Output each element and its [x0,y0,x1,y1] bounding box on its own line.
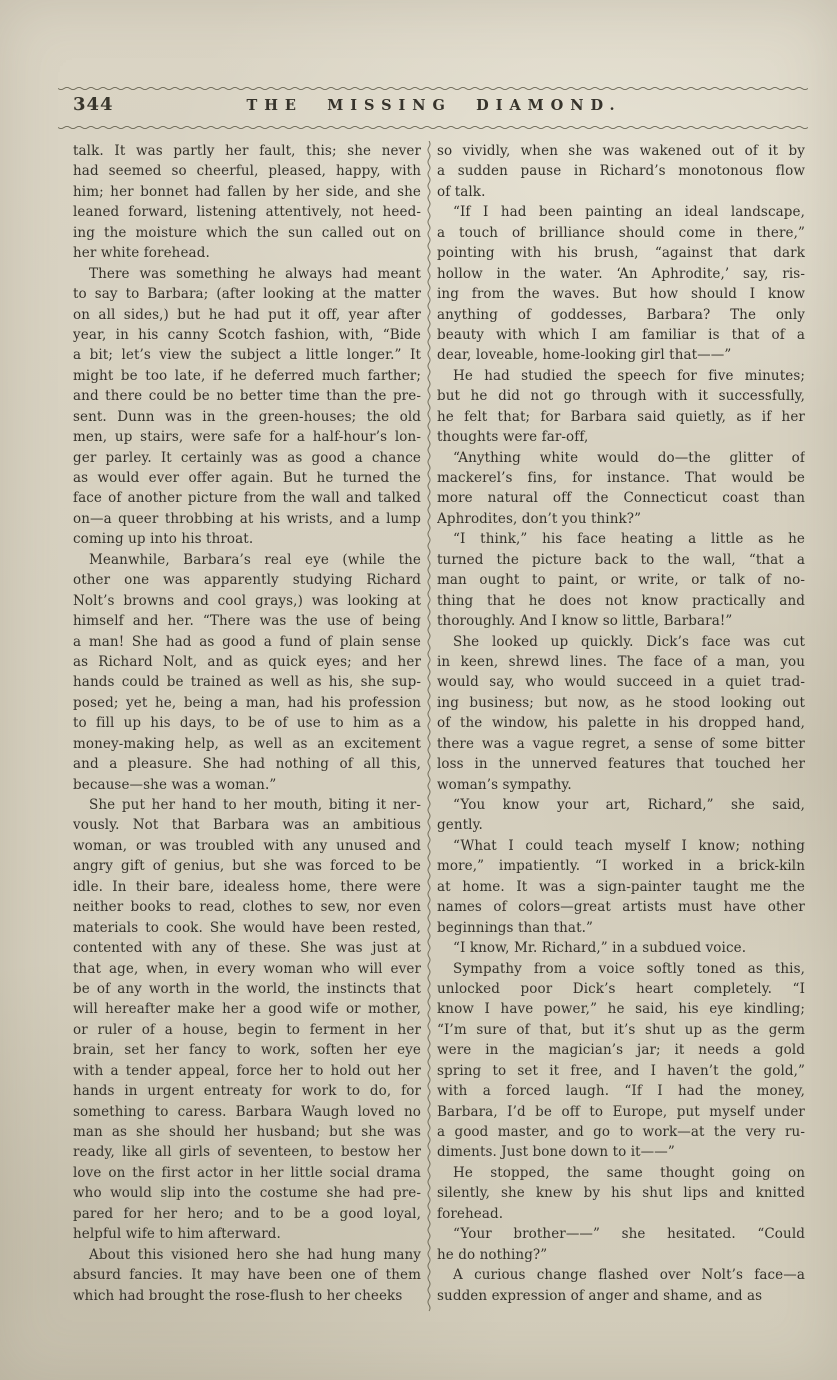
text-line: so vividly, when she was wakened out of it by [437,143,805,159]
text-line: money-making help, as well as an excitement [73,735,421,752]
text-line: Nolt’s browns and cool grays,) was looking at [73,592,421,609]
text-line: Sympathy from a voice softly toned as this, [453,960,805,977]
paragraph [437,529,805,631]
paragraph [73,1245,421,1306]
text-line: there was a vague regret, a sense of some bitter [437,735,805,752]
text-line: ready, like all girls of seventeen, to bestow her [73,1144,421,1161]
text-line: dear, loveable, home-looking girl that——” [437,347,732,364]
text-line: thing that he does not know practically and [437,592,805,609]
text-line: forehead. [437,1205,504,1222]
paragraph [73,550,421,795]
text-line: About this visioned hero she had hung many [89,1246,421,1263]
text-line: as would ever offer again. But he turned the [73,470,421,486]
text-line: brain, set her fancy to work, soften her eye [73,1042,421,1059]
text-line: Meanwhile, Barbara’s real eye (while the [89,551,421,568]
text-line: or ruler of a house, begin to ferment in her [73,1021,421,1038]
text-line: at home. It was a sign-painter taught me the [437,878,805,895]
running-title: THE MISSING DIAMOND. [246,97,622,114]
text-line: with a forced laugh. “If I had the money, [437,1083,805,1100]
text-line: who would slip into the costume she had pre- [73,1185,421,1202]
text-line: men, up stairs, were safe for a half-hour’s lon- [73,429,421,446]
text-line: a bit; let’s view the subject a little longer.” It [73,347,421,364]
text-line: There was something he always had meant [89,265,421,282]
column-gap [421,141,437,1306]
paragraph [437,836,805,938]
text-line: face of another picture from the wall and talked [73,490,421,507]
text-line: a touch of brilliance should come in there,” [437,224,805,241]
text-line: Aphrodites, don’t you think?” [437,510,642,527]
paragraph [437,632,805,796]
right-column [437,141,805,1306]
text-line: him; her bonnet had fallen by her side, and she [73,183,421,200]
text-line: idle. In their bare, idealess home, there were [73,878,421,895]
text-line: ger parley. It certainly was as good a chance [73,449,421,466]
text-line: he do nothing?” [437,1246,548,1263]
text-line: man ought to paint, or write, or talk of no- [437,572,805,589]
text-line: more,” impatiently. “I worked in a brick-kiln [437,858,805,875]
paragraph [73,264,421,550]
text-line: “You know your art, Richard,” she said, [453,797,805,813]
text-line: unlocked poor Dick’s heart completely. “I [437,980,805,997]
text-line: She looked up quickly. Dick’s face was cut [453,633,805,650]
text-line: that age, when, in every woman who will ever [73,960,421,977]
text-line: might be too late, if he deferred much farther; [73,367,421,384]
text-line: ing business; but now, as he stood looking out [437,694,805,711]
text-line: thoughts were far-off, [437,429,589,446]
text-line: hands in urgent entreaty for work to do, for [73,1083,421,1100]
header-wavy-rule-bottom [58,123,808,132]
text-line: vously. Not that Barbara was an ambitious [73,817,421,834]
text-line: man as she should her husband; but she was [73,1124,421,1140]
paragraph [437,795,805,836]
page-number: 344 [73,94,114,115]
text-line: spring to set it free, and I haven’t the gold,” [437,1062,805,1079]
text-line: more natural off the Connecticut coast than [437,490,805,507]
text-line: something to caress. Barbara Waugh loved no [73,1103,421,1120]
text-line: of the window, his palette in his dropped hand, [437,715,805,732]
text-line: love on the first actor in her little social drama [73,1164,421,1181]
text-line: He had studied the speech for five minutes; [453,367,805,384]
text-line: posed; yet he, being a man, had his profession [73,694,421,711]
text-line: sent. Dunn was in the green-houses; the old [73,408,421,425]
text-line: beginnings than that.” [437,919,593,936]
text-line: in keen, shrewd lines. The face of a man, you [437,653,805,670]
text-line: absurd fancies. It may have been one of them [73,1267,421,1284]
text-line: had seemed so cheerful, pleased, happy, with [73,163,421,180]
text-line: be of any worth in the world, the instincts that [73,980,421,997]
text-line: thoroughly. And I know so little, Barbara!” [437,613,733,630]
text-line: “Anything white would do—the glitter of [453,449,805,466]
text-line: pared for her hero; and to be a good loyal, [73,1205,421,1222]
text-line: pointing with his brush, “against that dark [437,245,805,262]
text-line: contented with any of these. She was just at [73,940,421,957]
paragraph [73,141,421,264]
text-line: and there could be no better time than the pre- [73,388,421,405]
text-line: ing the moisture which the sun called out on [73,224,421,241]
text-line: a man! She had as good a fund of plain sense [73,633,421,650]
text-line: himself and her. “There was the use of being [73,613,421,630]
text-line: of talk. [437,183,486,200]
text-line: woman, or was troubled with any unused and [73,837,421,854]
paragraph [73,795,421,1245]
text-line: year, in his canny Scotch fashion, with, “Bide [73,326,421,343]
text-line: A curious change flashed over Nolt’s face—a [453,1267,805,1284]
text-line: ing from the waves. But how should I know [437,286,805,303]
text-columns [73,141,805,1306]
text-line: will hereafter make her a good wife or mother, [73,1001,421,1018]
paragraph [437,938,805,958]
text-line: other one was apparently studying Richard [73,572,421,589]
text-line: he felt that; for Barbara said quietly, as if her [437,408,805,425]
header-wavy-rule-top [58,84,808,93]
text-line: were in the magician’s jar; it needs a gold [437,1042,805,1059]
page-header [60,94,808,118]
text-line: “I’m sure of that, but it’s shut up as the germ [437,1021,805,1038]
paragraph [437,959,805,1163]
text-line: with a tender appeal, force her to hold out her [73,1062,421,1079]
text-line: neither books to read, clothes to sew, nor even [73,899,421,916]
text-line: on all sides,) but he had put it off, year after [73,306,421,323]
paragraph [437,366,805,448]
text-line: diments. Just bone down to it——” [437,1144,675,1161]
text-line: a good master, and go to work—at the very ru- [437,1124,805,1140]
text-line: because—she was a woman.” [73,776,277,793]
text-line: “I know, Mr. Richard,” in a subdued voice. [453,940,747,957]
text-line: beauty with which I am familiar is that of a [437,326,805,343]
text-line: “What I could teach myself I know; nothing [453,837,805,854]
column-divider-wavy-rule [422,141,436,1313]
text-line: her white forehead. [73,245,210,262]
text-line: leaned forward, listening attentively, not heed- [73,204,421,221]
text-line: names of colors—great artists must have other [437,899,805,916]
paragraph [437,1163,805,1224]
text-line: silently, she knew by his shut lips and knitted [437,1185,805,1202]
text-line: hands could be trained as well as his, she sup- [73,674,421,691]
text-line: loss in the unnerved features that touched her [437,756,805,773]
text-line: on—a queer throbbing at his wrists, and a lump [73,510,421,527]
text-line: a sudden pause in Richard’s monotonous flow [437,163,805,180]
text-line: sudden expression of anger and shame, and as [437,1287,763,1304]
text-line: to say to Barbara; (after looking at the matter [73,286,421,303]
paragraph [437,448,805,530]
paragraph [437,1224,805,1265]
text-line: materials to cook. She would have been rested, [73,919,421,936]
text-line: She put her hand to her mouth, biting it ner- [89,797,421,813]
text-line: coming up into his throat. [73,531,254,548]
text-line: mackerel’s fins, for instance. That would be [437,470,805,486]
paragraph [437,202,805,366]
text-line: “If I had been painting an ideal landscape, [453,204,805,221]
text-line: which had brought the rose-flush to her cheeks [73,1287,403,1304]
text-line: Barbara, I’d be off to Europe, put myself under [437,1103,805,1120]
text-line: anything of goddesses, Barbara? The only [437,306,805,323]
text-line: know I have power,” he said, his eye kindling; [437,1001,805,1018]
text-line: talk. It was partly her fault, this; she never [73,143,421,159]
text-line: “I think,” his face heating a little as he [453,531,805,548]
text-line: but he did not go through with it successfully, [437,388,805,405]
text-line: as Richard Nolt, and as quick eyes; and her [73,653,421,670]
text-line: gently. [437,817,483,834]
text-line: to fill up his days, to be of use to him as a [73,715,421,732]
paragraph [437,141,805,202]
text-line: woman’s sympathy. [437,776,572,793]
text-line: He stopped, the same thought going on [453,1164,805,1181]
left-column [73,141,421,1306]
text-line: “Your brother——” she hesitated. “Could [453,1226,805,1243]
text-line: would say, who would succeed in a quiet trad- [437,674,805,691]
paragraph [437,1265,805,1306]
text-line: hollow in the water. ‘An Aphrodite,’ say, ris- [437,265,805,282]
text-line: angry gift of genius, but she was forced to be [73,858,421,875]
text-line: turned the picture back to the wall, “that a [437,551,805,568]
text-line: helpful wife to him afterward. [73,1226,281,1243]
text-line: and a pleasure. She had nothing of all this, [73,756,421,773]
